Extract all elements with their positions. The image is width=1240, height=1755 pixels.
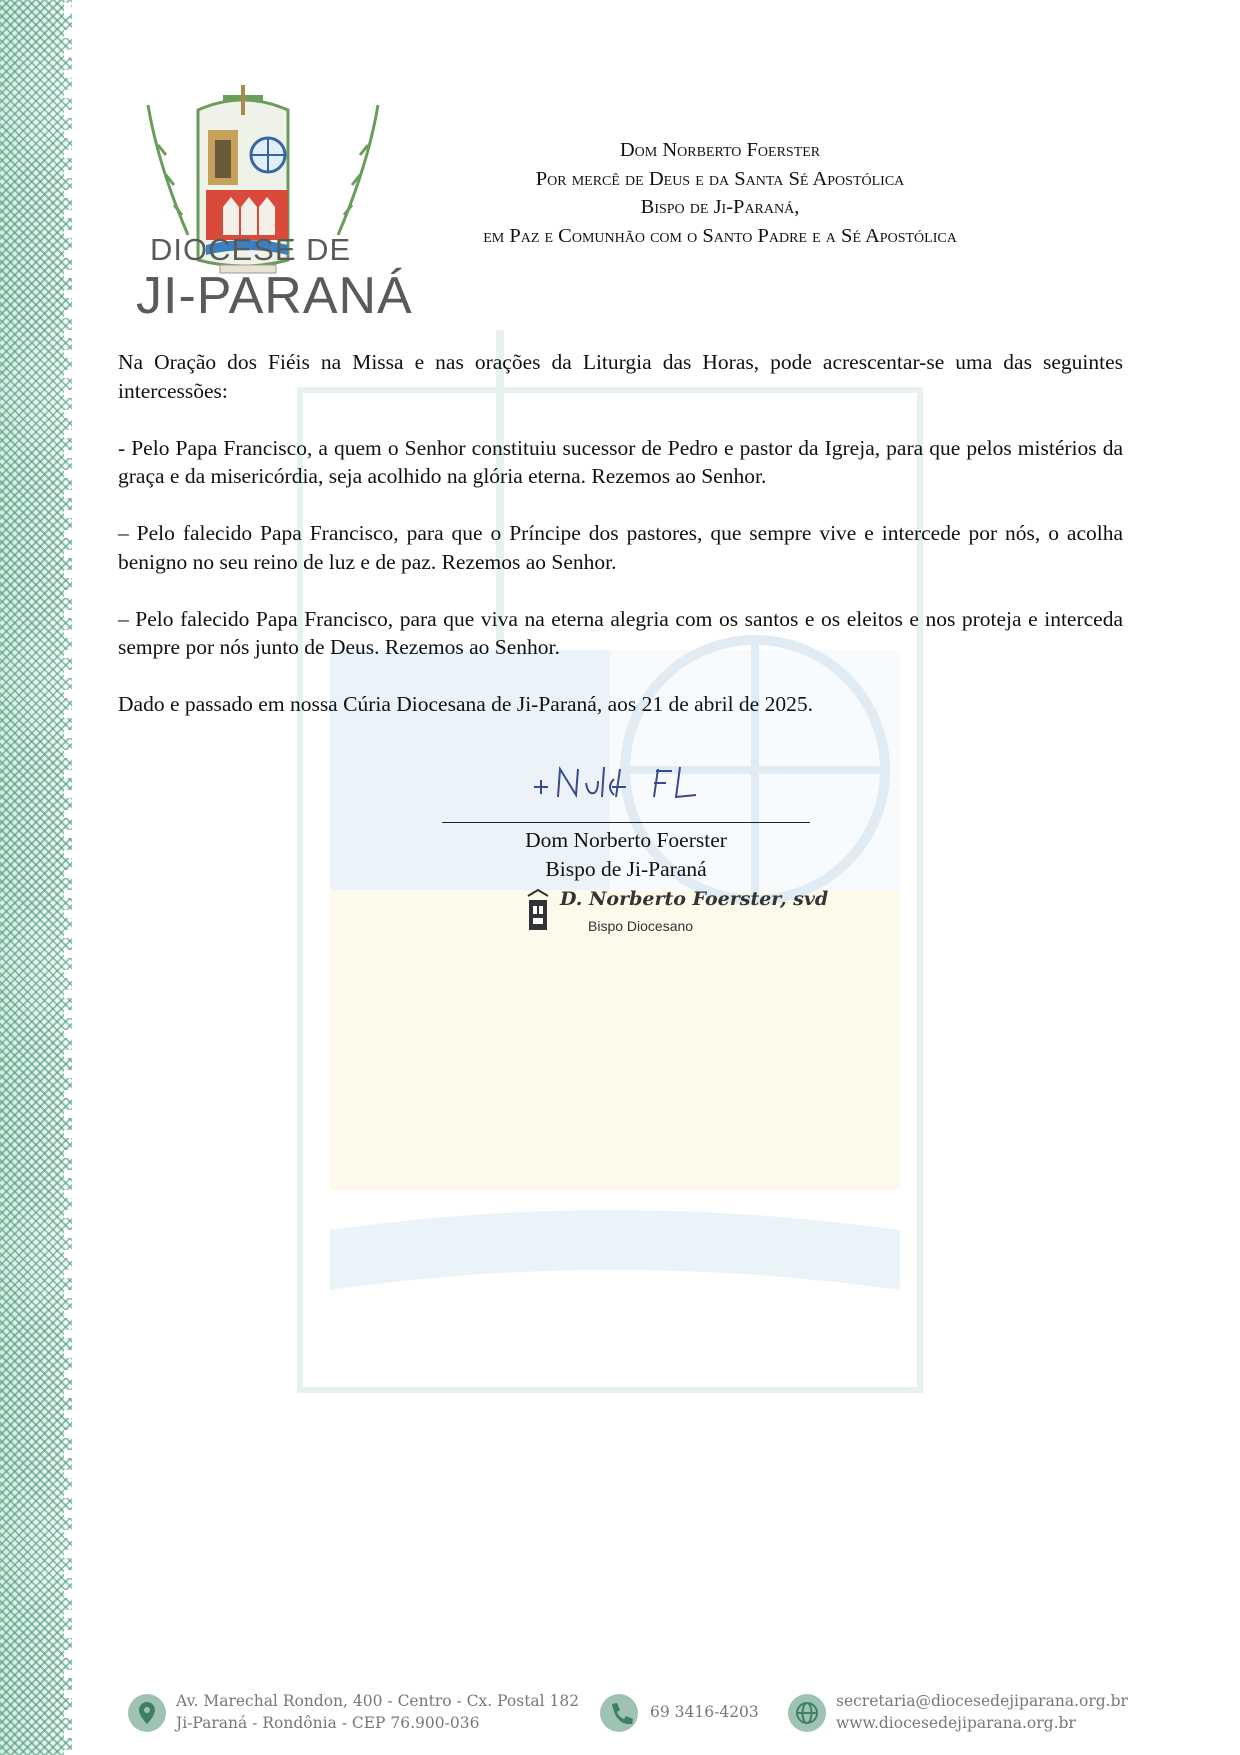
- location-pin-icon: [128, 1694, 166, 1732]
- footer-website[interactable]: www.diocesedejiparana.org.br: [836, 1714, 1076, 1732]
- address-line-2: Ji-Paraná - Rondônia - CEP 76.900-036: [176, 1714, 480, 1732]
- footer-address: [176, 1690, 579, 1734]
- logo-text-ji-parana: JI-PARANÁ: [136, 267, 413, 325]
- footer-contact: [836, 1690, 1128, 1734]
- decorative-left-border: [0, 0, 72, 1755]
- signature-block: [442, 826, 810, 884]
- body-paragraph-intro: Na Oração dos Fiéis na Missa e nas orações da Liturgia das Horas, pode acrescentar-se uma das seguintes intercessões:: [118, 350, 1123, 403]
- footer-email[interactable]: secretaria@diocesedejiparana.org.br: [836, 1692, 1128, 1710]
- header-line-name: Dom Norberto Foerster: [619, 139, 821, 161]
- handwritten-signature: [528, 757, 728, 809]
- signatory-name: Dom Norberto Foerster: [525, 828, 727, 852]
- stamp-title: Bispo Diocesano: [588, 918, 694, 934]
- body-paragraph-intercession-3: – Pelo falecido Papa Francisco, para que viva na eterna alegria com os santos e os eleitos e nos proteja e interceda sempre por nós junto de Deus. Rezemos ao Senhor.: [118, 606, 1123, 659]
- header-line-bishop: Bispo de Ji-Paraná,: [640, 196, 800, 218]
- globe-icon: [788, 1694, 826, 1732]
- signatory-title: Bispo de Ji-Paraná: [545, 857, 707, 881]
- letterhead-title-block: [400, 136, 1040, 250]
- footer-phone[interactable]: 69 3416-4203: [650, 1703, 759, 1721]
- footer: [128, 1690, 1128, 1740]
- body-paragraph-intercession-1: - Pelo Papa Francisco, a quem o Senhor constituiu sucessor de Pedro e pastor da Igreja, para que pelos mistérios da graça e da misericórdia, seja acolhido na glória eterna. Rezemos ao Senhor.: [118, 435, 1123, 488]
- body-paragraph-intercession-2: – Pelo falecido Papa Francisco, para que o Príncipe dos pastores, que sempre vive e intercede por nós, o acolha benigno no seu reino de luz e de paz. Rezemos ao Senhor.: [118, 521, 1123, 574]
- body-paragraph-date: Dado e passado em nossa Cúria Diocesana de Ji-Paraná, aos 21 de abril de 2025.: [118, 692, 813, 716]
- header-line-grace: Por mercê de Deus e da Santa Sé Apostólica: [535, 167, 905, 190]
- signature-line: [442, 822, 810, 823]
- logo-text-diocese: DIOCESE DE: [150, 232, 352, 267]
- letter-body: [118, 348, 1123, 747]
- phone-icon: [600, 1694, 638, 1732]
- address-line-1: Av. Marechal Rondon, 400 - Centro - Cx. Postal 182: [176, 1692, 580, 1710]
- header-line-communion: em Paz e Comunhão com o Santo Padre e a Sé Apostólica: [483, 224, 957, 247]
- stamp-name: D. Norberto Foerster, svd: [560, 888, 829, 910]
